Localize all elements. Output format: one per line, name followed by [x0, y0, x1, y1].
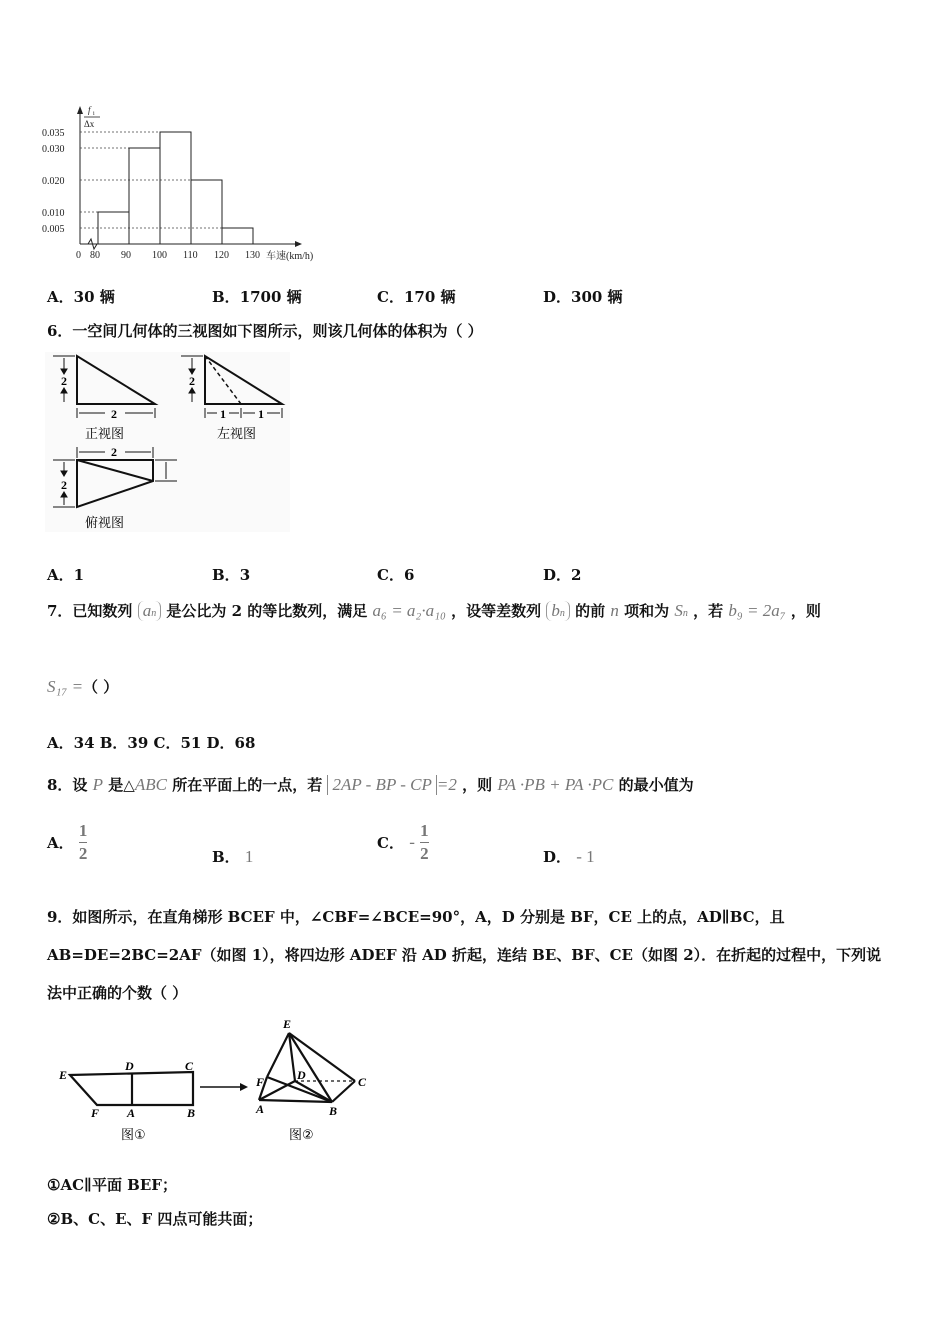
- q7-text: 7．已知数列: [47, 602, 133, 620]
- denominator: 2: [78, 844, 88, 863]
- sequence-bn: bn: [546, 601, 570, 621]
- q6-option-a[interactable]: [47, 564, 84, 585]
- q8-option-b[interactable]: [212, 846, 253, 867]
- q9-line-3: 法中正确的个数（ ）: [47, 984, 188, 1002]
- q7-text: 项和为: [624, 602, 670, 620]
- option-letter: D．: [543, 288, 572, 306]
- option-letter: D．: [543, 848, 572, 866]
- label-e2: E: [283, 1017, 292, 1031]
- label-e: E: [59, 1068, 68, 1082]
- x-tick-label: 100: [152, 250, 167, 261]
- option-text: 2: [571, 566, 582, 584]
- label-c2: C: [358, 1075, 367, 1089]
- q8-option-a[interactable]: [47, 822, 87, 863]
- frequency-histogram: [40, 100, 340, 270]
- q6-stem: 6．一空间几何体的三视图如下图所示，则该几何体的体积为（ ）: [47, 322, 483, 340]
- x-tick-label: 80: [90, 250, 100, 261]
- q7-question: [47, 676, 118, 697]
- q5-option-d[interactable]: [543, 286, 623, 307]
- q8-text: 是△: [108, 776, 135, 794]
- label-d: D: [125, 1059, 134, 1073]
- q7-text: ，则: [790, 602, 821, 620]
- q6-option-b[interactable]: [212, 564, 250, 585]
- option-text: 30 辆: [73, 288, 115, 306]
- q7-stem: [47, 600, 821, 621]
- minus-sign: -: [409, 832, 415, 852]
- q9-statement-2: ②B、C、E、F 四点可能共面；: [47, 1210, 263, 1228]
- y-tick-label: 0.030: [42, 144, 65, 155]
- front-view-label: 正视图: [85, 427, 125, 442]
- option-letter: A．: [47, 566, 74, 584]
- q6-option-d[interactable]: [543, 564, 581, 585]
- y-tick-label: 0.035: [42, 128, 65, 139]
- fold-figure: [45, 1015, 390, 1150]
- label-a2: A: [256, 1102, 265, 1116]
- option-letter: A．: [47, 288, 74, 306]
- x-tick-label: 110: [183, 250, 198, 261]
- figure-1-trapezoid: [70, 1072, 193, 1105]
- sequence-an: an: [138, 601, 162, 621]
- x-tick-label: 0: [76, 250, 81, 261]
- front-dim-w: 2: [111, 407, 117, 421]
- three-view-figure: [45, 352, 290, 532]
- q8-text: 的最小值为: [618, 776, 694, 794]
- option-letter: D．: [543, 566, 572, 584]
- q5-option-b[interactable]: [212, 286, 302, 307]
- q7-bn: b: [551, 601, 560, 620]
- label-c: C: [185, 1059, 194, 1073]
- q8-option-c[interactable]: [377, 822, 429, 863]
- y-tick-label: 0.010: [42, 208, 65, 219]
- option-text: 6: [403, 566, 415, 584]
- side-dim-h: 2: [189, 374, 195, 388]
- q8-abc: ABC: [134, 775, 167, 794]
- q7-an: a: [142, 601, 152, 620]
- x-tick-label: 130: [245, 250, 260, 261]
- option-text: 3: [239, 566, 251, 584]
- q5-option-a[interactable]: [47, 286, 115, 307]
- q7-text: 的前: [575, 602, 606, 620]
- y-axis-label-bottom: Δx: [84, 119, 95, 129]
- numerator: 1: [420, 821, 429, 840]
- label-d2: D: [297, 1068, 306, 1082]
- label-b2: B: [329, 1104, 338, 1118]
- q8-stem: [47, 774, 694, 795]
- option-letter: B．: [212, 848, 240, 866]
- option-text: 170 辆: [403, 288, 456, 306]
- y-axis-label-top: f: [88, 105, 91, 115]
- histogram-bar: [222, 228, 253, 244]
- q7-text: ，若: [693, 602, 724, 620]
- option-value: 1: [244, 847, 254, 866]
- y-axis-arrow: [77, 106, 83, 114]
- q8-option-d[interactable]: [543, 846, 595, 867]
- fraction-half: [79, 822, 88, 863]
- q7-equation-1: a₆ = a₂·a₁₀: [372, 601, 446, 620]
- q8-text: 8．设: [47, 776, 88, 794]
- q9-statement-1: ①AC∥平面 BEF；: [47, 1176, 177, 1194]
- option-letter: C．: [377, 834, 404, 852]
- q9-line-2: AB=DE=2BC=2AF（如图 1），将四边形 ADEF 沿 AD 折起，连结 BE、BF、CE（如图 2）．在折起的过程中，下列说: [47, 946, 882, 964]
- histogram-bar: [191, 180, 222, 244]
- option-text: 1: [73, 566, 85, 584]
- option-letter: C．: [377, 288, 404, 306]
- q8-text: ，则: [462, 776, 493, 794]
- q7-text: 是公比为 2 的等比数列，满足: [166, 602, 368, 620]
- option-letter: A．: [47, 834, 74, 852]
- side-dim-1b: 1: [258, 407, 264, 421]
- q8-condition: 2AP - BP - CP: [327, 775, 436, 795]
- x-tick-label: 90: [121, 250, 131, 261]
- label-f2: F: [256, 1075, 265, 1089]
- q9-line-1: 9．如图所示，在直角梯形 BCEF 中，∠CBF=∠BCE=90°，A，D 分别是 BF，CE 上的点，AD∥BC，且: [47, 908, 785, 926]
- q8-eq: =2: [436, 775, 457, 794]
- front-dim-h: 2: [61, 374, 67, 388]
- figure-2-label: 图②: [289, 1128, 314, 1143]
- q7-s: S: [674, 601, 683, 620]
- fraction-half: [420, 822, 429, 863]
- q8-p: P: [92, 775, 104, 794]
- option-letter: B．: [212, 288, 240, 306]
- q7-equation-2: b₉ = 2a₇: [728, 601, 786, 620]
- q7-options[interactable]: A．34 B．39 C．51 D．68: [47, 734, 256, 752]
- q7-text: ，设等差数列: [451, 602, 542, 620]
- q5-option-c[interactable]: [377, 286, 456, 307]
- top-dim-w: 2: [111, 445, 117, 459]
- figure-2-solid: [259, 1033, 355, 1102]
- q7-sn: Sn: [674, 601, 688, 620]
- top-dim-h: 2: [61, 478, 67, 492]
- label-b: B: [187, 1106, 196, 1120]
- label-f: F: [91, 1106, 100, 1120]
- figure-1-label: 图①: [121, 1128, 146, 1143]
- option-letter: C．: [377, 566, 404, 584]
- q8-expression: PA ·PB + PA ·PC: [497, 775, 614, 794]
- q7-paren: （ ）: [83, 678, 119, 696]
- numerator: 1: [78, 821, 88, 840]
- top-view-label: 俯视图: [85, 516, 125, 531]
- x-axis-label: 车速(km/h): [266, 251, 314, 262]
- x-axis-arrow: [295, 241, 302, 247]
- q6-option-c[interactable]: [377, 564, 414, 585]
- histogram-bar: [129, 148, 160, 244]
- y-tick-label: 0.020: [42, 176, 65, 187]
- label-a: A: [127, 1106, 136, 1120]
- y-tick-label: 0.005: [42, 224, 65, 235]
- denominator: 2: [420, 844, 429, 863]
- side-view-label: 左视图: [217, 427, 257, 442]
- option-value: - 1: [576, 847, 595, 866]
- option-text: 1700 辆: [239, 288, 302, 306]
- histogram-bar: [160, 132, 191, 244]
- q7-s17: S₁₇ =: [47, 677, 84, 696]
- option-text: 300 辆: [571, 288, 623, 306]
- q7-n: n: [610, 601, 619, 620]
- option-letter: B．: [212, 566, 240, 584]
- side-dim-1a: 1: [220, 407, 226, 421]
- q8-text: 所在平面上的一点，若: [172, 776, 323, 794]
- x-tick-label: 120: [214, 250, 229, 261]
- y-axis-label-sub: i: [93, 111, 95, 117]
